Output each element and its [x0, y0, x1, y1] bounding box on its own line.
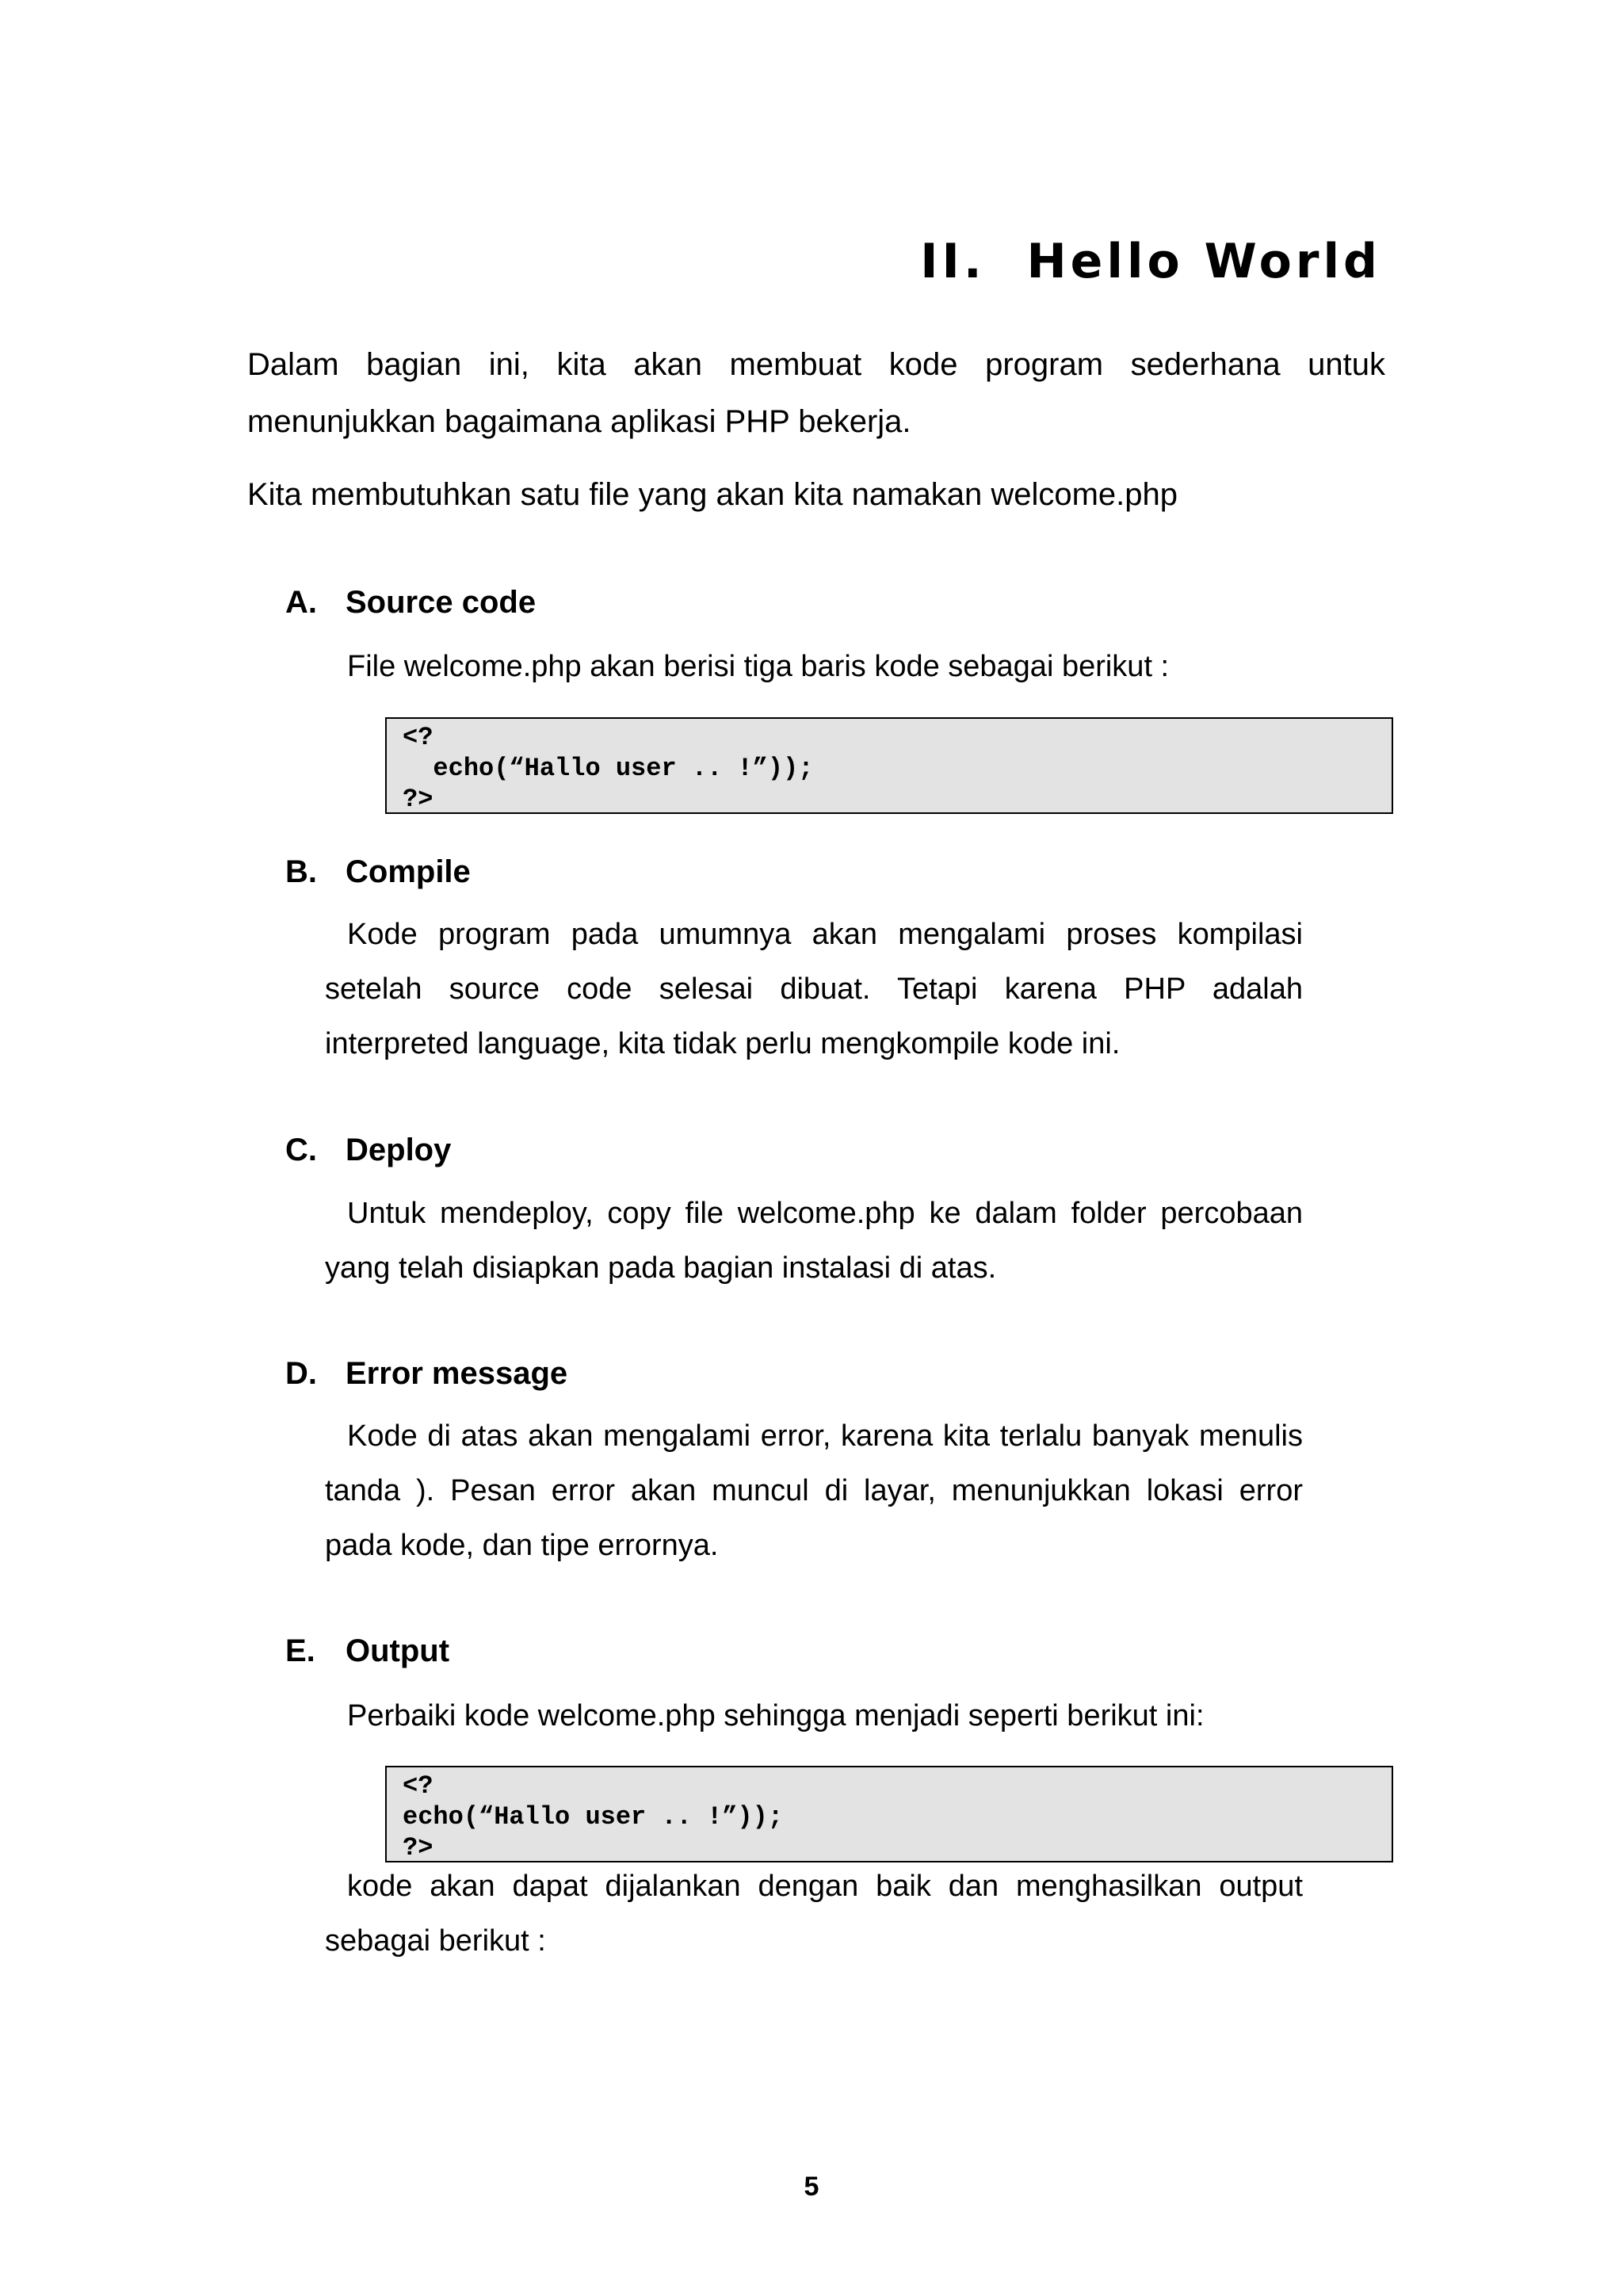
- code-block-source: [385, 717, 1393, 814]
- section-b-paragraph: [325, 907, 1303, 1072]
- code-line: echo(“Hallo user .. !”));: [403, 1802, 784, 1832]
- paragraph-rest: yang telah disiapkan pada bagian instalasi di atas.: [325, 1251, 997, 1285]
- code-line: ?>: [403, 1833, 433, 1862]
- section-heading-a: [285, 586, 536, 618]
- section-title: Source code: [346, 585, 537, 620]
- chapter-number: II.: [920, 234, 986, 289]
- paragraph-first-line: Kode di atas akan mengalami error, karena kita terlalu banyak menulis: [347, 1419, 1303, 1453]
- page-number: 5: [804, 2172, 819, 2202]
- section-heading-c: [285, 1134, 451, 1166]
- section-e-paragraph: [325, 1859, 1303, 1969]
- section-title: Compile: [346, 854, 471, 889]
- chapter-title-text: Hello World: [1026, 234, 1381, 289]
- section-letter: C.: [285, 1133, 317, 1167]
- section-letter: B.: [285, 854, 317, 889]
- section-letter: D.: [285, 1356, 317, 1391]
- section-e-text: Perbaiki kode welcome.php sehingga menjadi seperti berikut ini:: [347, 1699, 1205, 1733]
- code-line: <?: [403, 723, 433, 752]
- section-heading-d: [285, 1358, 567, 1389]
- paragraph-rest: tanda ). Pesan error akan muncul di layar, menunjukkan lokasi error pada kode, dan tipe errornya.: [325, 1474, 1303, 1562]
- paragraph-rest: setelah source code selesai dibuat. Tetapi karena PHP adalah interpreted language, kita tidak perlu mengkompile kode ini.: [325, 972, 1303, 1060]
- code-line: ?>: [403, 785, 433, 814]
- section-title: Output: [346, 1633, 450, 1668]
- section-a-text: File welcome.php akan berisi tiga baris kode sebagai berikut :: [347, 650, 1170, 683]
- paragraph-rest: sebagai berikut :: [325, 1924, 546, 1958]
- section-c-paragraph: [325, 1186, 1303, 1296]
- paragraph-first-line: kode akan dapat dijalankan dengan baik dan menghasilkan output: [347, 1870, 1303, 1903]
- chapter-title: [920, 234, 1381, 289]
- code-line: <?: [403, 1771, 433, 1801]
- section-heading-e: [285, 1635, 449, 1667]
- intro-paragraph-2: Kita membutuhkan satu file yang akan kita namakan welcome.php: [247, 477, 1178, 512]
- paragraph-first-line: Kode program pada umumnya akan mengalami proses kompilasi: [347, 918, 1303, 951]
- section-title: Error message: [346, 1356, 568, 1391]
- section-letter: E.: [285, 1633, 315, 1668]
- intro-paragraph-1: Dalam bagian ini, kita akan membuat kode program sederhana untuk menunjukkan bagaimana aplikasi PHP bekerja.: [247, 347, 1385, 439]
- section-letter: A.: [285, 585, 317, 620]
- section-heading-b: [285, 856, 471, 888]
- section-title: Deploy: [346, 1133, 452, 1167]
- code-line: echo(“Hallo user .. !”));: [403, 754, 814, 783]
- section-d-paragraph: [325, 1409, 1303, 1573]
- code-block-output: [385, 1766, 1393, 1862]
- paragraph-first-line: Untuk mendeploy, copy file welcome.php ke dalam folder percobaan: [347, 1197, 1303, 1230]
